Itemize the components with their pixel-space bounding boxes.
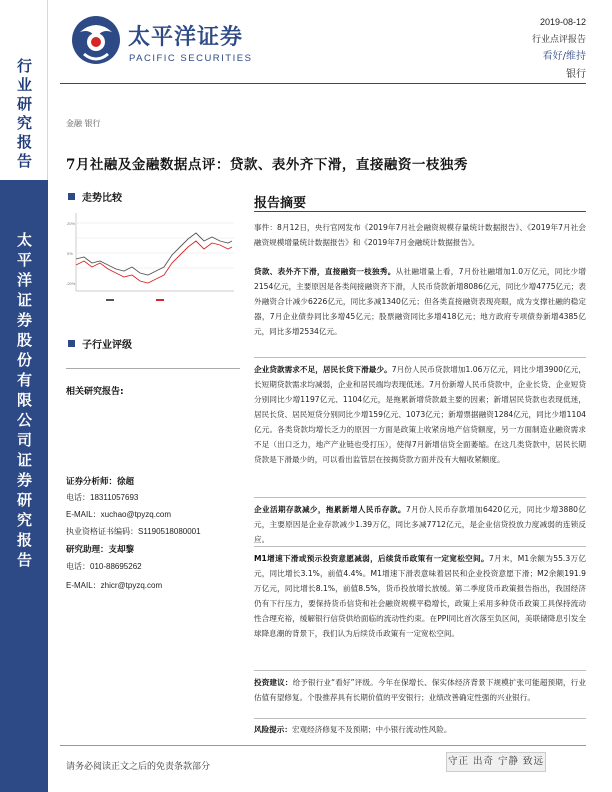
summary-title: 报告摘要 <box>254 196 307 211</box>
paragraph-credit-body: 从社融增量上看，7月份社融增加1.0万亿元，同比少增2154亿元，主要原因是各类间接融资齐下滑，人民币贷款新增8086亿元，同比少增4775亿元；表外融资合计减少6226亿元，同比多减1340亿元；但各类直接融资表现亮眼，成为支撑社融的稳定器，7月企业债券同比多增45亿元；股票融资同比多增418亿元；地方政府专项债券新增4385亿元，同比多增2534亿元。 <box>254 267 587 336</box>
report-category-label: 行业研究报告 <box>15 58 33 172</box>
section-divider <box>254 497 586 498</box>
paragraph-advice-body: 给予银行业“看好”评级。今年在保增长、保实体经济背景下规模扩张可能超预期，行业估值有望修复。个股推荐具有长期价值的平安银行；业绩改善确定性强的兴业银行。 <box>254 678 586 702</box>
assistant-email[interactable]: E-MAIL：zhicr@tpyzq.com <box>66 581 163 590</box>
index-line <box>76 241 232 283</box>
paragraph-credit-lead: 贷款、表外齐下滑，直接融资一枝独秀。 <box>254 267 396 276</box>
company-report-label: 太平洋证券股份有限公司证券研究报告 <box>15 232 33 572</box>
analyst-name: 证券分析师：徐超 <box>66 477 135 487</box>
industry-name: 银行 <box>566 69 586 80</box>
paragraph-loans-body: 7月份人民币贷款增加1.06万亿元，同比少增3900亿元，长短期贷款需求均减弱，企业和居民端均表现低迷。7月份新增人民币贷款中，企业长贷、企业短贷分别同比少增1197亿元、1104亿元，是拖累新增贷款最主要的因素；新增居民贷款也表现低迷，居民长贷、居民短贷分别同比少增159亿元、1073亿元；新增票据融资1284亿元，同比少增1104亿元。各类贷款均增长乏力的原因一方面是政策上收紧房地产信贷额度，另一方面制造业融资需求不足（出口乏力，地产产业链也受打压），使得7月新增信贷全面萎缩。在这几类贷款中，居民长期贷款是下滑最少的，可以看出监管层在按揭贷款方面并没有大幅收紧额度。 <box>254 365 587 464</box>
paragraph-loans <box>254 362 586 467</box>
assistant-name: 研究助理：支却黎 <box>66 545 135 555</box>
events-paragraph <box>254 220 586 250</box>
company-name-en: PACIFIC SECURITIES <box>129 53 253 64</box>
chart-ytick: 20% <box>67 221 76 226</box>
footer-divider <box>60 745 586 746</box>
paragraph-m1 <box>254 551 586 641</box>
paragraph-risk-body: 宏观经济修复不及预期；中小银行流动性风险。 <box>291 725 452 734</box>
assistant-phone: 电话：010-88695262 <box>66 562 142 571</box>
trend-chart <box>66 203 240 311</box>
paragraph-loans-lead: 企业贷款需求不足，居民长贷下滑最少。 <box>254 365 392 374</box>
paragraph-advice <box>254 675 586 705</box>
subindustry-rating-heading: 子行业评级 <box>82 340 132 351</box>
paragraph-advice-lead: 投资建议： <box>254 678 293 687</box>
bullet-square-icon <box>68 340 75 347</box>
footer-motto: 守正 出奇 宁静 致远 <box>446 752 546 772</box>
paragraph-m1-lead: M1增速下滑或预示投资意愿减弱，后续货币政策有一定宽松空间。 <box>254 554 489 563</box>
bullet-square-icon <box>68 193 75 200</box>
analyst-cert: 执业资格证书编码：S1190518080001 <box>66 527 201 536</box>
paragraph-m1-body: 7月末，M1余额为55.3万亿元，同比增长3.1%，前值4.4%。M1增速下滑表意味着居民和企业投资意愿下滑；M2余额191.9万亿元，同比增长8.1%，前值8.5%，货币投放增长放缓。第二季度货币政策报告指出，我国经济仍有下行压力，要保持货币信贷和社会融资规模平稳增长，政策上采用多种货币政策工具保持流动性合理充裕，缓解银行信贷供给面临的流动性约束。在PPI同比首次落至负区间，美联储降息引发全球降息潮的背景下，我们认为后续货币政策有一定宽松空间。 <box>254 554 586 638</box>
bank-line <box>76 233 232 275</box>
events-text: 事件：8月12日，央行官网发布《2019年7月社会融资规模存量统计数据报告》、《2019年7月社会融资规模增量统计数据报告》和《2019年7月金融统计数据报告》。 <box>254 223 586 247</box>
industry-rating: 看好/维持 <box>542 51 586 62</box>
related-reports-heading: 相关研究报告: <box>66 387 124 397</box>
paragraph-risk <box>254 722 586 737</box>
legend-swatch-index <box>156 299 164 301</box>
section-divider <box>254 357 586 358</box>
report-date: 2019-08-12 <box>539 17 586 27</box>
legend-swatch-bank <box>106 299 114 301</box>
paragraph-deposits-body: 7月份人民币存款增加6420亿元，同比少增3880亿元，主要原因是企业存款减少1.39万亿，同比多减7712亿元，是企业信贷投放力度减弱的连锁反应。 <box>254 505 587 544</box>
analyst-email[interactable]: E-MAIL：xuchao@tpyzq.com <box>66 510 172 519</box>
report-type: 行业点评报告 <box>531 35 586 45</box>
rating-divider <box>66 368 240 369</box>
breadcrumb: 金融 银行 <box>66 119 101 128</box>
section-divider <box>254 718 586 719</box>
summary-divider <box>254 211 586 212</box>
paragraph-deposits <box>254 502 586 547</box>
chart-ytick: 0% <box>67 251 73 256</box>
company-logo-icon <box>70 14 122 66</box>
analyst-phone: 电话：18311057693 <box>66 493 139 502</box>
section-divider <box>254 546 586 547</box>
header-divider <box>60 83 586 84</box>
paragraph-deposits-lead: 企业活期存款减少，拖累新增人民币存款。 <box>254 505 406 514</box>
company-name-cn: 太平洋证券 <box>128 25 244 50</box>
paragraph-risk-lead: 风险提示： <box>254 725 292 734</box>
trend-heading: 走势比较 <box>82 193 122 204</box>
footer-disclaimer: 请务必阅读正文之后的免责条款部分 <box>66 762 211 772</box>
chart-ytick: -20% <box>66 281 76 286</box>
paragraph-credit <box>254 264 586 339</box>
section-divider <box>254 670 586 671</box>
page-title: 7月社融及金融数据点评：贷款、表外齐下滑，直接融资一枝独秀 <box>66 157 468 173</box>
